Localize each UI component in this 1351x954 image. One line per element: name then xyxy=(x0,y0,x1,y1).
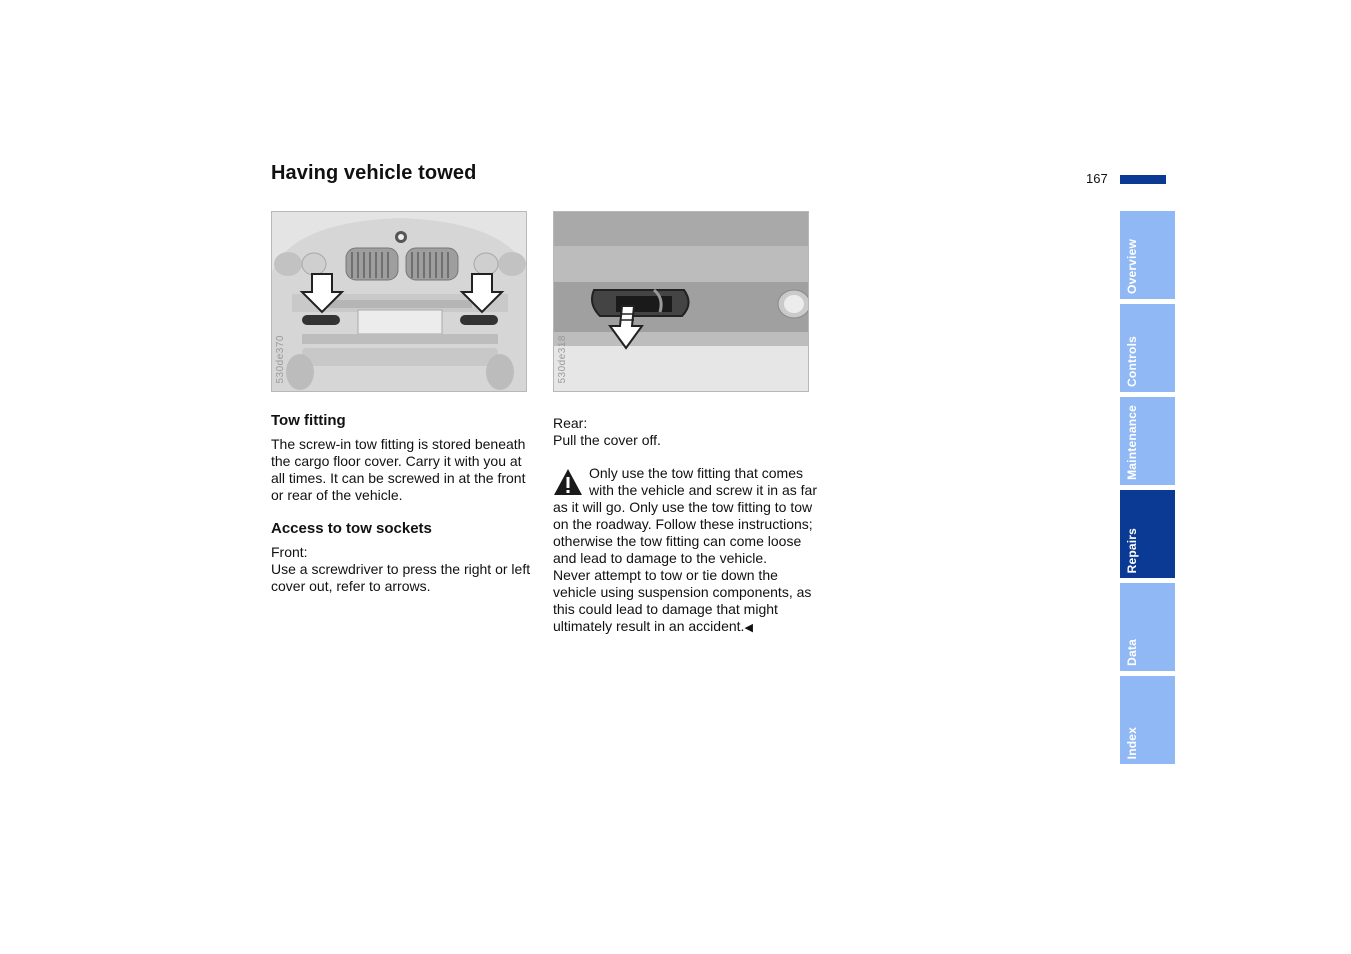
warning-block xyxy=(553,465,825,637)
right-column xyxy=(553,415,825,637)
tab-overview[interactable] xyxy=(1120,211,1175,299)
rear-bumper-figure xyxy=(553,211,809,392)
tow-fitting-heading: Tow fitting xyxy=(271,412,346,429)
page-title: Having vehicle towed xyxy=(271,162,477,184)
tab-index[interactable] xyxy=(1120,676,1175,764)
tab-repairs[interactable] xyxy=(1120,490,1175,578)
tab-label: Maintenance xyxy=(1125,405,1139,480)
front-text: Use a screwdriver to press the right or left cover out, refer to arrows. xyxy=(271,561,531,594)
warning-text-2: Never attempt to tow or tie down the vehicle using suspension components, as this could lead to damage that might ultimately result in an accident. xyxy=(553,567,812,634)
rear-bumper-illustration xyxy=(554,212,809,392)
page-number-bar xyxy=(1120,175,1166,184)
warning-triangle-icon xyxy=(553,467,583,497)
section-tabs xyxy=(1120,211,1175,769)
access-heading: Access to tow sockets xyxy=(271,520,432,537)
tab-label: Index xyxy=(1125,726,1139,759)
left-column xyxy=(271,412,539,595)
rear-label: Rear: xyxy=(553,415,588,431)
figure-code: 530de318 xyxy=(557,334,568,383)
tab-label: Controls xyxy=(1125,336,1139,387)
page-number: 167 xyxy=(1086,171,1108,186)
tab-controls[interactable] xyxy=(1120,304,1175,392)
rear-text: Pull the cover off. xyxy=(553,432,661,448)
figure-code: 530de370 xyxy=(275,334,286,383)
tab-label: Data xyxy=(1125,639,1139,666)
tab-label: Repairs xyxy=(1125,527,1139,573)
tab-data[interactable] xyxy=(1120,583,1175,671)
front-bumper-illustration xyxy=(272,212,527,392)
tab-maintenance[interactable] xyxy=(1120,397,1175,485)
front-label: Front: xyxy=(271,544,308,560)
end-of-section-marker: ◀ xyxy=(744,622,753,634)
front-bumper-figure xyxy=(271,211,527,392)
warning-text-1: Only use the tow fitting that comes with the vehicle and screw it in as far as it will go. Only use the tow fitting to tow on the roadway. Follow these instructions; otherwise the tow fitting can come loose and lead to damage to the vehicle. xyxy=(553,465,817,566)
tab-label: Overview xyxy=(1125,239,1139,294)
tow-fitting-body: The screw-in tow fitting is stored beneath the cargo floor cover. Carry it with you at all times. It can be screwed in at the front or rear of the vehicle. xyxy=(271,436,526,503)
